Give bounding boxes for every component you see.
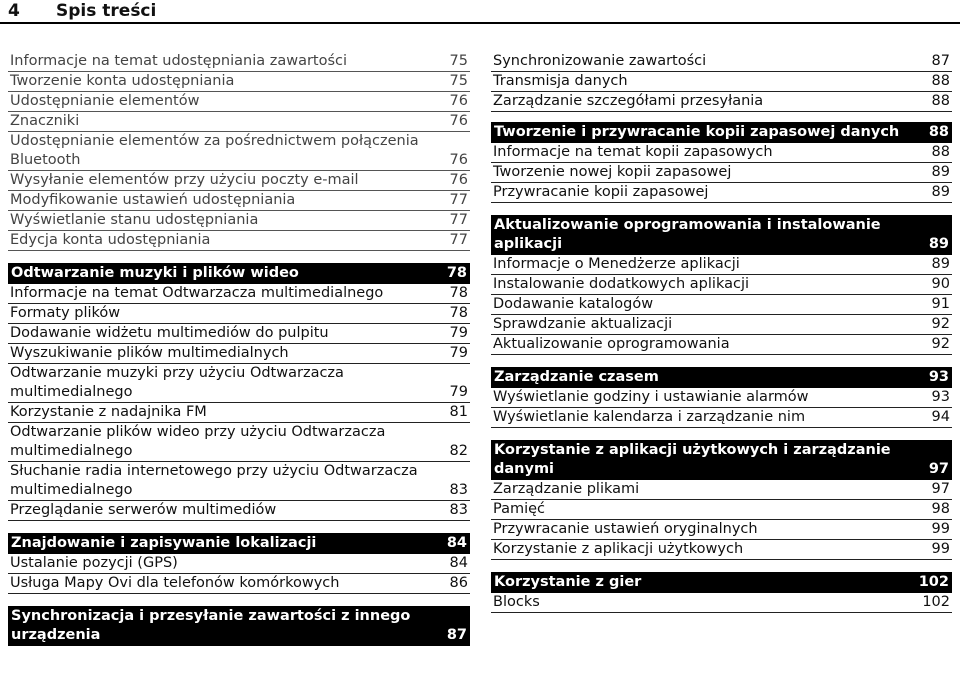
page-ref: 79: [449, 325, 468, 341]
toc-entry[interactable]: [491, 143, 952, 163]
toc-entry[interactable]: [8, 423, 470, 462]
entry-title: Sprawdzanie aktualizacji: [493, 316, 673, 332]
page-ref: 83: [449, 482, 468, 498]
toc-entry[interactable]: [8, 403, 470, 423]
page-header: [0, 0, 960, 24]
toc-entry[interactable]: [491, 275, 952, 295]
toc-entry[interactable]: [8, 231, 470, 251]
page-ref: 83: [449, 502, 468, 518]
entry-title: Dodawanie katalogów: [493, 296, 654, 312]
toc-section-heading[interactable]: [491, 367, 952, 388]
entry-title: Przeglądanie serwerów multimediów: [10, 502, 277, 518]
section-spacer: [491, 112, 952, 122]
page-ref: 97: [931, 481, 950, 497]
entry-title: Pamięć: [493, 501, 546, 517]
section-title: Korzystanie z gier: [494, 574, 642, 590]
toc-section-heading[interactable]: [8, 263, 470, 284]
toc-entry[interactable]: [491, 500, 952, 520]
toc-entry[interactable]: [491, 52, 952, 72]
entry-title: Formaty plików: [10, 305, 121, 321]
page-ref: 99: [931, 541, 950, 557]
toc-entry[interactable]: [8, 52, 470, 72]
entry-title: Odtwarzanie plików wideo przy użyciu Odtwarzacza multimedialnego: [10, 424, 386, 459]
toc-entry[interactable]: [8, 324, 470, 344]
page-ref: 77: [449, 192, 468, 208]
page-ref: 88: [928, 124, 949, 140]
section-title: Zarządzanie czasem: [494, 369, 659, 385]
entry-title: Usługa Mapy Ovi dla telefonów komórkowych: [10, 575, 340, 591]
toc-entry[interactable]: [8, 364, 470, 403]
toc-section-heading[interactable]: [8, 533, 470, 554]
entry-title: Transmisja danych: [493, 73, 628, 89]
page-ref: 79: [449, 384, 468, 400]
page-ref: 82: [449, 443, 468, 459]
toc-entry[interactable]: [8, 132, 470, 171]
toc-entry[interactable]: [491, 183, 952, 203]
entry-title: Dodawanie widżetu multimediów do pulpitu: [10, 325, 329, 341]
page-ref: 89: [928, 236, 949, 252]
section-spacer: [491, 560, 952, 572]
section-title: Synchronizacja i przesyłanie zawartości z innego urządzenia: [11, 608, 411, 643]
entry-title: Tworzenie konta udostępniania: [10, 73, 235, 89]
page-ref: 84: [446, 535, 467, 551]
toc-entry[interactable]: [491, 255, 952, 275]
toc-entry[interactable]: [8, 211, 470, 231]
toc-section-heading[interactable]: [491, 122, 952, 143]
entry-title: Aktualizowanie oprogramowania: [493, 336, 730, 352]
page-ref: 93: [928, 369, 949, 385]
entry-title: Informacje na temat kopii zapasowych: [493, 144, 773, 160]
toc-section-heading[interactable]: [491, 440, 952, 480]
entry-title: Modyfikowanie ustawień udostępniania: [10, 192, 296, 208]
page-ref: 76: [449, 113, 468, 129]
toc-entry[interactable]: [491, 163, 952, 183]
entry-title: Wyświetlanie godziny i ustawianie alarmów: [493, 389, 809, 405]
page-ref: 102: [918, 574, 949, 590]
toc-entry[interactable]: [8, 304, 470, 324]
toc-entry[interactable]: [491, 295, 952, 315]
toc-entry[interactable]: [491, 520, 952, 540]
section-title: Tworzenie i przywracanie kopii zapasowej danych: [494, 124, 900, 140]
section-spacer: [8, 521, 470, 533]
entry-title: Korzystanie z nadajnika FM: [10, 404, 207, 420]
page-ref: 87: [931, 53, 950, 69]
page-ref: 78: [449, 305, 468, 321]
entry-title: Informacje na temat Odtwarzacza multimedialnego: [10, 285, 384, 301]
toc-entry[interactable]: [8, 191, 470, 211]
toc-entry[interactable]: [491, 480, 952, 500]
page-number: 4: [8, 1, 20, 21]
entry-title: Korzystanie z aplikacji użytkowych: [493, 541, 744, 557]
toc-entry[interactable]: [491, 593, 952, 613]
toc-section-heading[interactable]: [491, 572, 952, 593]
section-title: Znajdowanie i zapisywanie lokalizacji: [11, 535, 317, 551]
page-ref: 89: [931, 256, 950, 272]
toc-entry[interactable]: [491, 72, 952, 92]
toc-right-column: [491, 52, 952, 613]
toc-entry[interactable]: [8, 92, 470, 112]
entry-title: Edycja konta udostępniania: [10, 232, 211, 248]
entry-title: Znaczniki: [10, 113, 80, 129]
page-ref: 97: [928, 461, 949, 477]
toc-entry[interactable]: [8, 462, 470, 501]
page-ref: 91: [931, 296, 950, 312]
section-spacer: [491, 355, 952, 367]
entry-title: Synchronizowanie zawartości: [493, 53, 707, 69]
entry-title: Odtwarzanie muzyki przy użyciu Odtwarzacza multimedialnego: [10, 365, 344, 400]
section-title: Aktualizowanie oprogramowania i instalowanie aplikacji: [494, 217, 881, 252]
toc-entry[interactable]: [8, 344, 470, 364]
entry-title: Zarządzanie plikami: [493, 481, 640, 497]
toc-left-column: [8, 52, 470, 646]
section-title: Odtwarzanie muzyki i plików wideo: [11, 265, 299, 281]
page-ref: 88: [931, 73, 950, 89]
section-spacer: [491, 428, 952, 440]
page-ref: 76: [449, 152, 468, 168]
toc-entry[interactable]: [491, 335, 952, 355]
entry-title: Udostępnianie elementów: [10, 93, 200, 109]
page-ref: 84: [449, 555, 468, 571]
page-ref: 75: [449, 53, 468, 69]
page-ref: 90: [931, 276, 950, 292]
toc-entry[interactable]: [8, 171, 470, 191]
toc-section-heading[interactable]: [491, 215, 952, 255]
toc-entry[interactable]: [491, 408, 952, 428]
page-ref: 78: [446, 265, 467, 281]
page-ref: 81: [449, 404, 468, 420]
page-ref: 79: [449, 345, 468, 361]
toc-entry[interactable]: [8, 72, 470, 92]
entry-title: Tworzenie nowej kopii zapasowej: [493, 164, 732, 180]
page-ref: 89: [931, 184, 950, 200]
toc-section-heading[interactable]: [8, 606, 470, 646]
entry-title: Blocks: [493, 594, 540, 610]
page-ref: 94: [931, 409, 950, 425]
section-spacer: [8, 251, 470, 263]
page-ref: 86: [449, 575, 468, 591]
toc-entry[interactable]: [491, 315, 952, 335]
entry-title: Wyszukiwanie plików multimedialnych: [10, 345, 289, 361]
entry-title: Instalowanie dodatkowych aplikacji: [493, 276, 750, 292]
toc-entry[interactable]: [8, 501, 470, 521]
page-ref: 77: [449, 212, 468, 228]
page-ref: 98: [931, 501, 950, 517]
entry-title: Informacje na temat udostępniania zawartości: [10, 53, 348, 69]
entry-title: Wyświetlanie stanu udostępniania: [10, 212, 259, 228]
page-ref: 92: [931, 316, 950, 332]
page-ref: 75: [449, 73, 468, 89]
toc-entry[interactable]: [491, 540, 952, 560]
entry-title: Wysyłanie elementów przy użyciu poczty e-mail: [10, 172, 359, 188]
page-ref: 77: [449, 232, 468, 248]
page-title: Spis treści: [56, 1, 157, 21]
entry-title: Informacje o Menedżerze aplikacji: [493, 256, 740, 272]
page-ref: 93: [931, 389, 950, 405]
entry-title: Przywracanie ustawień oryginalnych: [493, 521, 758, 537]
page-ref: 76: [449, 172, 468, 188]
page-ref: 99: [931, 521, 950, 537]
page-ref: 89: [931, 164, 950, 180]
page-ref: 92: [931, 336, 950, 352]
section-spacer: [491, 203, 952, 215]
page-ref: 102: [922, 594, 950, 610]
toc-entry[interactable]: [8, 112, 470, 132]
entry-title: Słuchanie radia internetowego przy użyciu Odtwarzacza multimedialnego: [10, 463, 418, 498]
page-ref: 88: [931, 93, 950, 109]
section-title: Korzystanie z aplikacji użytkowych i zarządzanie danymi: [494, 442, 891, 477]
page-ref: 78: [449, 285, 468, 301]
toc-entry[interactable]: [8, 574, 470, 594]
toc-entry[interactable]: [8, 284, 470, 304]
entry-title: Zarządzanie szczegółami przesyłania: [493, 93, 764, 109]
entry-title: Wyświetlanie kalendarza i zarządzanie nim: [493, 409, 806, 425]
section-spacer: [8, 594, 470, 606]
entry-title: Ustalanie pozycji (GPS): [10, 555, 178, 571]
entry-title: Udostępnianie elementów za pośrednictwem połączenia Bluetooth: [10, 133, 419, 168]
page-ref: 76: [449, 93, 468, 109]
page-ref: 87: [446, 627, 467, 643]
entry-title: Przywracanie kopii zapasowej: [493, 184, 709, 200]
toc-entry[interactable]: [491, 92, 952, 112]
page-ref: 88: [931, 144, 950, 160]
toc-entry[interactable]: [491, 388, 952, 408]
toc-entry[interactable]: [8, 554, 470, 574]
